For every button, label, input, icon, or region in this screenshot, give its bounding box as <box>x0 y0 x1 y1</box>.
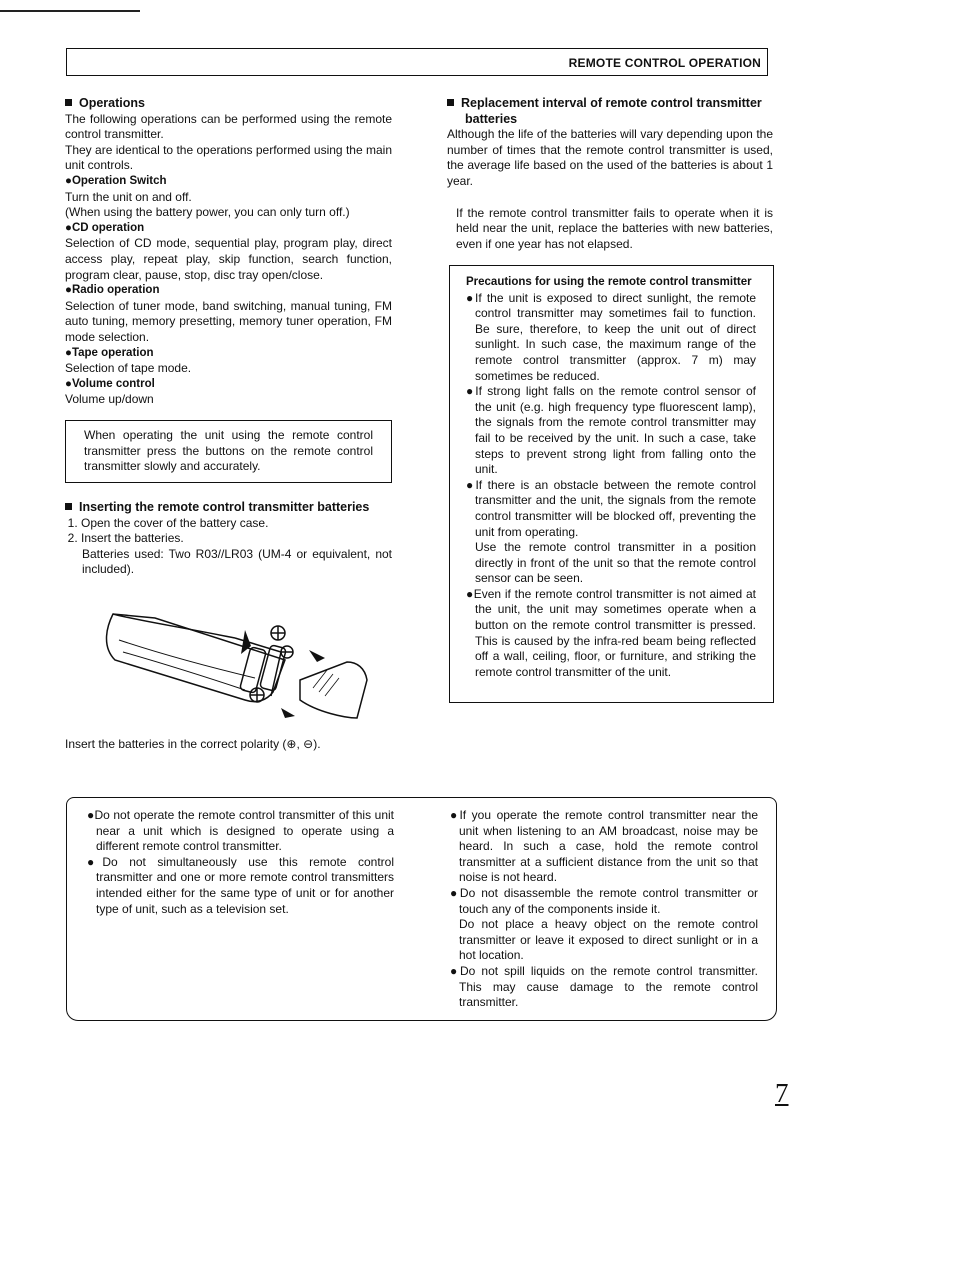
battery-insertion-illustration <box>95 600 385 725</box>
bottom-note-item: ●Do not operate the remote control transmitter of this unit near a unit which is designed to operate using a different remote control transmitter. <box>87 808 394 854</box>
precaution-item: ●If there is an obstacle between the remote control transmitter and the unit, the signals from the remote control transmitter will be blocked off, preventing the unit from operating. Use the remote control transmitter in a position directly in front of the unit so that the remote control sensor can be seen. <box>466 477 756 586</box>
tape-operation-title: ●Tape operation <box>65 346 154 359</box>
replacement-para-2: If the remote control transmitter fails to operate when it is held near the unit, replace the batteries with new batteries, even if one year has not elapsed. <box>456 205 773 251</box>
tape-operation-text: Selection of tape mode. <box>65 361 192 376</box>
bottom-note-item: ●If you operate the remote control transmitter near the unit when listening to an AM broadcast, noise may be heard. In such a case, hold the remote control transmitter at a sufficient distance from the unit so that noise is not heard. <box>450 808 758 885</box>
operation-switch-text: Turn the unit on and off. <box>65 189 192 204</box>
replacement-section <box>447 96 773 252</box>
operating-note-box <box>65 420 392 483</box>
replacement-para-1: Although the life of the batteries will vary depending upon the number of times that the remote control transmitter is used, the average life based on the used of the batteries is about 1 year. <box>447 127 773 188</box>
square-bullet-icon <box>65 503 72 510</box>
volume-control-title: ●Volume control <box>65 377 155 390</box>
precaution-item-continuation: Use the remote control transmitter in a position directly in front of the unit so that the remote control sensor can be seen. <box>475 540 756 586</box>
polarity-caption: Insert the batteries in the correct polarity (⊕, ⊖). <box>65 737 321 751</box>
cd-operation-text: Selection of CD mode, sequential play, program play, direct access play, repeat play, skip function, search function, program clear, pause, stop, disc tray open/close. <box>65 236 392 282</box>
inserting-heading: Inserting the remote control transmitter batteries <box>65 500 392 516</box>
square-bullet-icon <box>447 99 454 106</box>
operations-intro-1: The following operations can be performed using the remote control transmitter. <box>65 111 392 142</box>
precautions-heading: Precautions for using the remote control transmitter <box>466 276 752 288</box>
batteries-used-text: Batteries used: Two R03//LR03 (UM-4 or equivalent, not included). <box>82 546 392 577</box>
operating-note-text: When operating the unit using the remote control transmitter press the buttons on the remote control transmitter slowly and accurately. <box>84 428 373 474</box>
bottom-right-notes <box>450 808 758 1011</box>
bottom-note-item: ●Do not disassemble the remote control transmitter or touch any of the components inside it. Do not place a heavy object on the remote control transmitter or leave it exposed to direct sunlight or in a hot location. <box>450 885 758 963</box>
operations-heading: Operations <box>65 96 392 112</box>
replacement-heading: Replacement interval of remote control transmitter batteries <box>447 96 773 127</box>
bottom-note-item: ●Do not spill liquids on the remote control transmitter. This may cause damage to the remote control transmitter. <box>450 963 758 1010</box>
radio-operation-title: ●Radio operation <box>65 284 160 297</box>
operation-switch-title: ●Operation Switch <box>65 174 167 187</box>
precaution-item: ●If the unit is exposed to direct sunlight, the remote control transmitter may sometimes fail to function. Be sure, therefore, to keep the unit out of direct sunlight. In such case, the maximum range of the remote control transmitter (approx. 7 m) may sometimes be reduced. <box>466 290 756 383</box>
top-rule <box>0 10 140 12</box>
precautions-box <box>449 265 774 703</box>
radio-operation-text: Selection of tuner mode, band switching, manual tuning, FM auto tuning, memory presetting, memory tuner operation, FM mode selection. <box>65 298 392 344</box>
page-title: REMOTE CONTROL OPERATION <box>568 56 761 71</box>
header-box <box>66 48 768 76</box>
bottom-note-item: ●Do not simultaneously use this remote control transmitter and one or more remote control transmitters intended either for the same type of unit or for another type of unit, such as a television set. <box>87 854 394 916</box>
precaution-item: ●If strong light falls on the remote control sensor of the unit (e.g. high frequency type fluorescent lamp), the signals from the remote control transmitter may fail to be received by the unit. In such a case, take steps to prevent strong light from falling onto the unit. <box>466 384 756 477</box>
operations-intro-2: They are identical to the operations performed using the main unit controls. <box>65 142 392 173</box>
bottom-left-notes <box>87 808 394 917</box>
precaution-item: ●Even if the remote control transmitter is not aimed at the unit, the unit may sometimes operate when a button on the remote control transmitter is pressed. This is caused by the infra-red beam being reflected off a wall, ceiling, floor, or furniture, and striking the remote control transmitter of the unit. <box>466 586 756 679</box>
cd-operation-title: ●CD operation <box>65 221 145 234</box>
page-number: 7 <box>775 1078 789 1108</box>
step-open-cover: 1. Open the cover of the battery case. <box>81 516 392 532</box>
precautions-list <box>466 291 756 681</box>
operation-switch-note: (When using the battery power, you can only turn off.) <box>65 205 350 220</box>
bottom-note-continuation: Do not place a heavy object on the remote control transmitter or leave it exposed to direct sunlight or in a hot location. <box>459 917 758 963</box>
operations-section <box>65 96 392 408</box>
volume-control-text: Volume up/down <box>65 392 154 407</box>
square-bullet-icon <box>65 99 72 106</box>
inserting-section <box>65 500 392 578</box>
step-insert-batteries: 2. Insert the batteries. <box>81 531 392 547</box>
